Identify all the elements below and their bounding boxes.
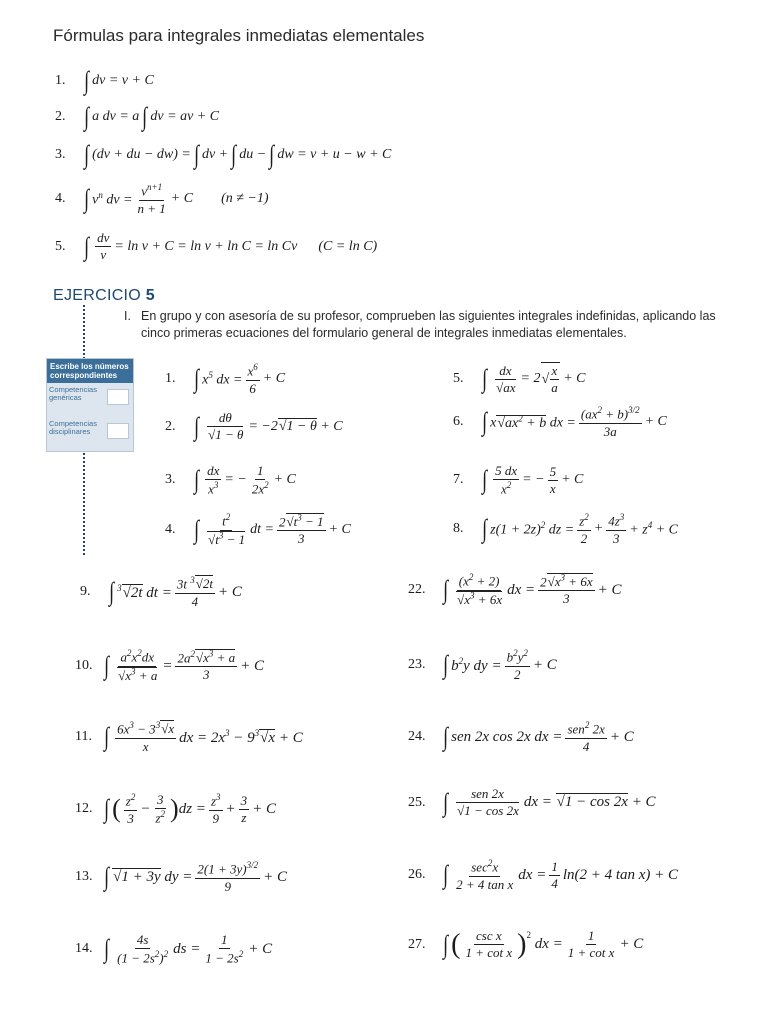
exercise-num: 27.: [408, 936, 426, 952]
formula-2: 2. ∫ a dv = a ∫ dv = av + C: [55, 102, 220, 131]
formula-number: 1.: [55, 73, 66, 88]
formula-number: 4.: [55, 191, 66, 207]
exercise-14: 14. ∫ $\frac{4s}{(1 - 2s^2)^2}$ ds = $\frac{1}{1 - 2s^2}$ + C: [75, 932, 273, 966]
exercise-num: 6.: [453, 414, 464, 430]
exercise-num: 22.: [408, 582, 426, 598]
competencias-genericas-input[interactable]: [107, 389, 129, 405]
formula-3: 3. ∫ (dv + du − dw) = ∫ dv + ∫ du − ∫ dw = v + u − w + C: [55, 140, 392, 169]
competencias-disciplinares-input[interactable]: [107, 423, 129, 439]
exercise-26: 26. ∫ $\frac{\sec^2x}{\text{2 + 4 tan x}}$ dx = $\frac{1}{4}$ ln(2 + 4 tan x) + C: [408, 858, 679, 892]
exercise-5: 5. ∫ dx √ ax = 2 √ $\frac{x}{a}$ + C: [453, 362, 585, 397]
formula-number: 3.: [55, 147, 66, 162]
exercise-number: 5: [145, 287, 155, 304]
exercise-num: 14.: [75, 941, 93, 957]
exercise-num: 3.: [165, 472, 176, 488]
competencias-genericas-row: [47, 383, 133, 417]
competencias-header: Escribe los números correspondientes: [47, 359, 133, 383]
exercise-12: 12. ∫ ( $\frac{z^2}{3}$ − $\frac{3}{z^2}$ ) dz = $\frac{z^3}{9}$ + $\frac{3}{z}$ + C: [75, 792, 277, 826]
exercise-num: 7.: [453, 472, 464, 488]
page-title: Fórmulas para integrales inmediatas elementales: [53, 26, 425, 45]
exercise-num: 13.: [75, 869, 93, 885]
exercise-label: EJERCICIO: [53, 287, 142, 304]
exercise-heading: [53, 287, 155, 305]
formula-number: 2.: [55, 109, 66, 124]
exercise-22: 22. ∫ $(x^2 + 2)$ √ $x^3 + 6x$ dx = $\frac{2√ x^3 + 6x}{3}$ + C: [408, 572, 621, 608]
exercise-13: 13. ∫ √ 1 + 3y dy = $\frac{2(1 + 3y)^{3/2}}{9}$ + C: [75, 860, 287, 895]
competencias-disciplinares-label: Competencias disciplinares: [49, 419, 97, 436]
exercise-num: 5.: [453, 371, 464, 387]
exercise-num: 12.: [75, 801, 93, 817]
exercise-num: 1.: [165, 371, 176, 387]
formula-number: 5.: [55, 238, 66, 254]
formula-5: 5. ∫ $\frac{dv}{v}$ = ln v + C = ln v + ln C = ln Cv (C = ln C): [55, 230, 378, 263]
exercise-num: 2.: [165, 418, 176, 434]
exercise-num: 24.: [408, 729, 426, 745]
instruction-text: En grupo y con asesoría de su profesor, comprueben las siguientes integrales indefinidas, aplicando las cinco primeras ecuaciones del formulario general de integrales inmediatas elementales.: [141, 309, 716, 340]
exercise-8: 8. ∫ $z(1 + 2z)^2$ dz = $\frac{z^2}{2}$ + $\frac{4z^3}{3}$ + $z^4 + C$: [453, 512, 678, 546]
exercise-7: 7. ∫ $\frac{5 dx}{x^2}$ = − $\frac{5}{x}$ + C: [453, 463, 584, 497]
exercise-6: 6. ∫ x√ $ax^2 + b$ dx = $\frac{(ax^2 + b)^{3/2}}{3a}$ + C: [453, 405, 667, 440]
exercise-num: 26.: [408, 867, 426, 883]
exercise-instruction: [124, 308, 724, 342]
exercise-27: 27. ∫ ( $\frac{\text{csc x}}{\text{1 + cot x}}$ ) $^2$ dx = $\frac{1}{\text{1 + cot x}}$ + C: [408, 928, 644, 961]
exercise-9: 9. ∫ $^3$√ 2t dt = $\frac{3t ^3√ 2t}{4}$ + C: [80, 575, 242, 610]
exercise-num: 25.: [408, 794, 426, 810]
exercise-1: 1. ∫ $x^5$ dx = $\frac{x^6}{6}$ + C: [165, 362, 286, 396]
exercise-num: 11.: [75, 729, 92, 745]
exercise-num: 9.: [80, 584, 91, 600]
formula-1: 1. ∫ dv = v + C: [55, 66, 154, 95]
exercise-11: 11. ∫ $\frac{6x^3 - 3^3√ x}{x}$ dx = $2x^3 - 9^3√$ x + C: [75, 720, 303, 755]
instruction-number: I.: [124, 309, 131, 323]
exercise-2: 2. ∫ dθ √ 1 − θ = −2√ 1 − θ + C: [165, 410, 343, 444]
exercise-num: 23.: [408, 657, 426, 673]
exercise-24: 24. ∫ sen 2x cos 2x dx = $\frac{sen^2 2x}{4}$ + C: [408, 720, 634, 754]
exercise-3: 3. ∫ $\frac{dx}{x^3}$ = − $\frac{1}{2x^2}$ + C: [165, 463, 296, 497]
competencias-disciplinares-row: [47, 417, 133, 451]
competencias-box: [46, 358, 134, 452]
exercise-25: 25. ∫ sen 2x √ 1 − cos 2x dx = √ 1 − cos 2x + C: [408, 786, 656, 820]
exercise-num: 4.: [165, 522, 176, 538]
exercise-4: 4. ∫ $t^2$ √ $t^3 - 1$ dt = $\frac{2√ t^3 - 1}{3}$ + C: [165, 512, 351, 548]
exercise-23: 23. ∫ $b^2y$ dy = $\frac{b^2y^2}{2}$ + C: [408, 648, 557, 682]
exercise-10: 10. ∫ $a^2x^2dx$ √ $x^3 + a$ = $\frac{2a^2√ x^3 + a}{3}$ + C: [75, 648, 264, 684]
formula-4: 4. ∫ $v^n$ dv = $\frac{v^{n+1}}{n + 1}$ + C (n ≠ −1): [55, 182, 269, 216]
exercise-num: 8.: [453, 521, 464, 537]
exercise-num: 10.: [75, 658, 93, 674]
competencias-genericas-label: Competencias genéricas: [49, 385, 97, 402]
